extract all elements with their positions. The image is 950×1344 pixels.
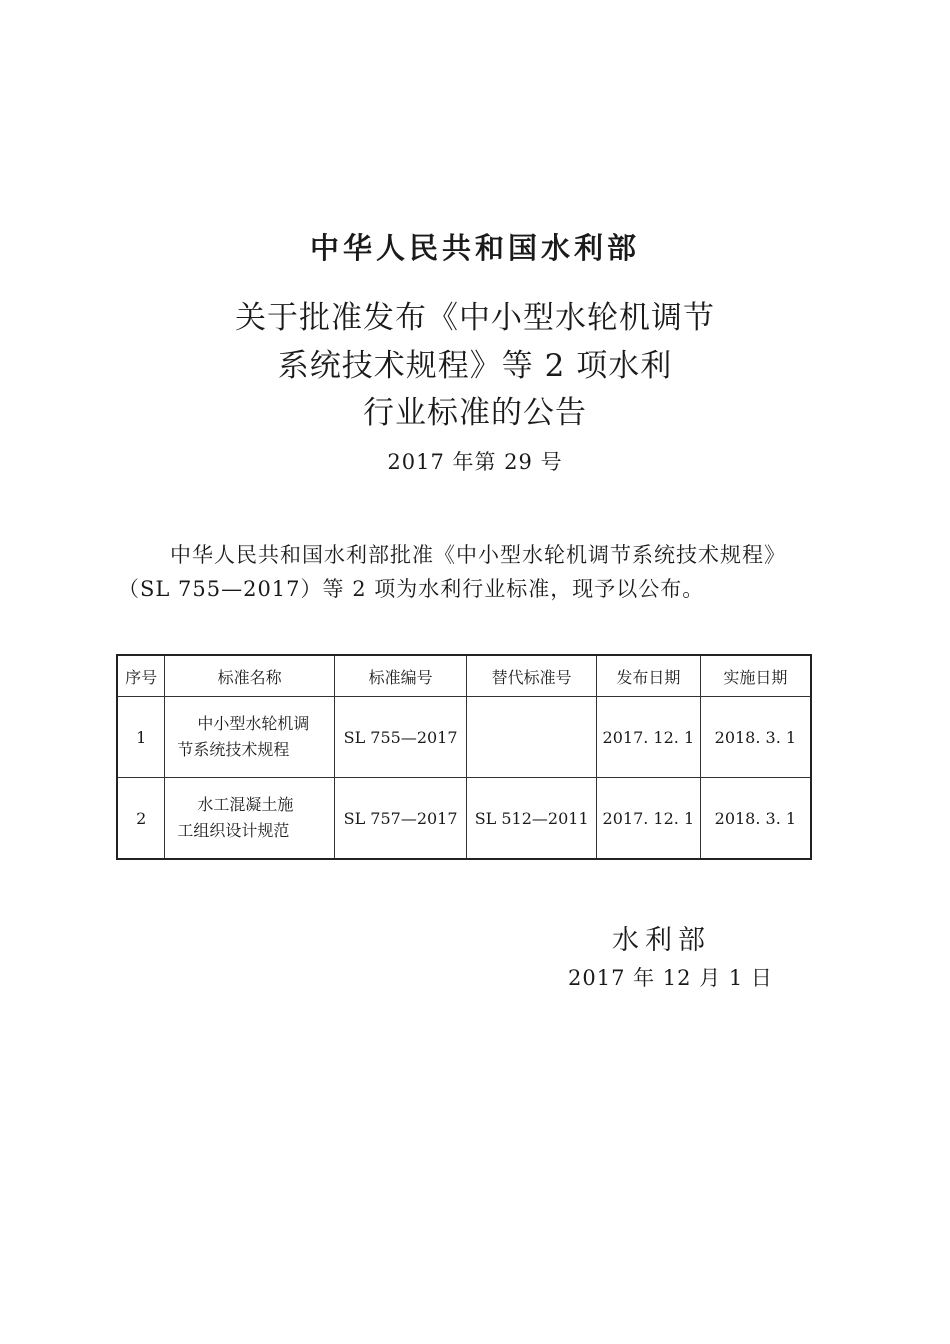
announcement-title-line-2: 系统技术规程》等 2 项水利: [277, 348, 673, 384]
cell-issued: 2017. 12. 1: [596, 778, 700, 860]
col-header-issued: 发布日期: [596, 655, 700, 697]
cell-code: SL 757—2017: [334, 778, 467, 860]
document-number: 2017 年第 29 号: [387, 450, 563, 474]
announcement-title-line-1: 关于批准发布《中小型水轮机调节: [235, 300, 715, 336]
cell-replaces: SL 512—2011: [467, 778, 597, 860]
cell-effective: 2018. 3. 1: [700, 697, 811, 778]
col-header-name: 标准名称: [165, 655, 334, 697]
cell-no: 2: [117, 778, 165, 860]
cell-name-line-2: 工组织设计规范: [177, 821, 290, 840]
announcement-title-line-3: 行业标准的公告: [363, 395, 587, 431]
table-row: [117, 697, 811, 778]
cell-code: SL 755—2017: [334, 697, 467, 778]
col-header-code: 标准编号: [334, 655, 467, 697]
cell-name: [165, 778, 334, 860]
cell-replaces: [467, 697, 597, 778]
table-row: [117, 778, 811, 860]
body-paragraph: 中华人民共和国水利部批准《中小型水轮机调节系统技术规程》（SL 755—2017）等 2 项为水利行业标准，现予以公布。: [118, 543, 786, 601]
col-header-replaces: 替代标准号: [467, 655, 597, 697]
signer-name: 水利部: [612, 925, 711, 956]
signature-date: 2017 年 12 月 1 日: [568, 966, 773, 990]
issuer-name: 中华人民共和国水利部: [309, 231, 640, 265]
cell-name: [165, 697, 334, 778]
cell-issued: 2017. 12. 1: [596, 697, 700, 778]
cell-effective: 2018. 3. 1: [700, 778, 811, 860]
cell-name-line-1: 中小型水轮机调: [197, 714, 310, 733]
standards-table: [116, 654, 812, 860]
cell-no: 1: [117, 697, 165, 778]
cell-name-line-2: 节系统技术规程: [177, 740, 290, 759]
table-header-row: [117, 655, 811, 697]
col-header-effective: 实施日期: [700, 655, 811, 697]
col-header-no: 序号: [117, 655, 165, 697]
cell-name-line-1: 水工混凝土施: [197, 795, 294, 814]
